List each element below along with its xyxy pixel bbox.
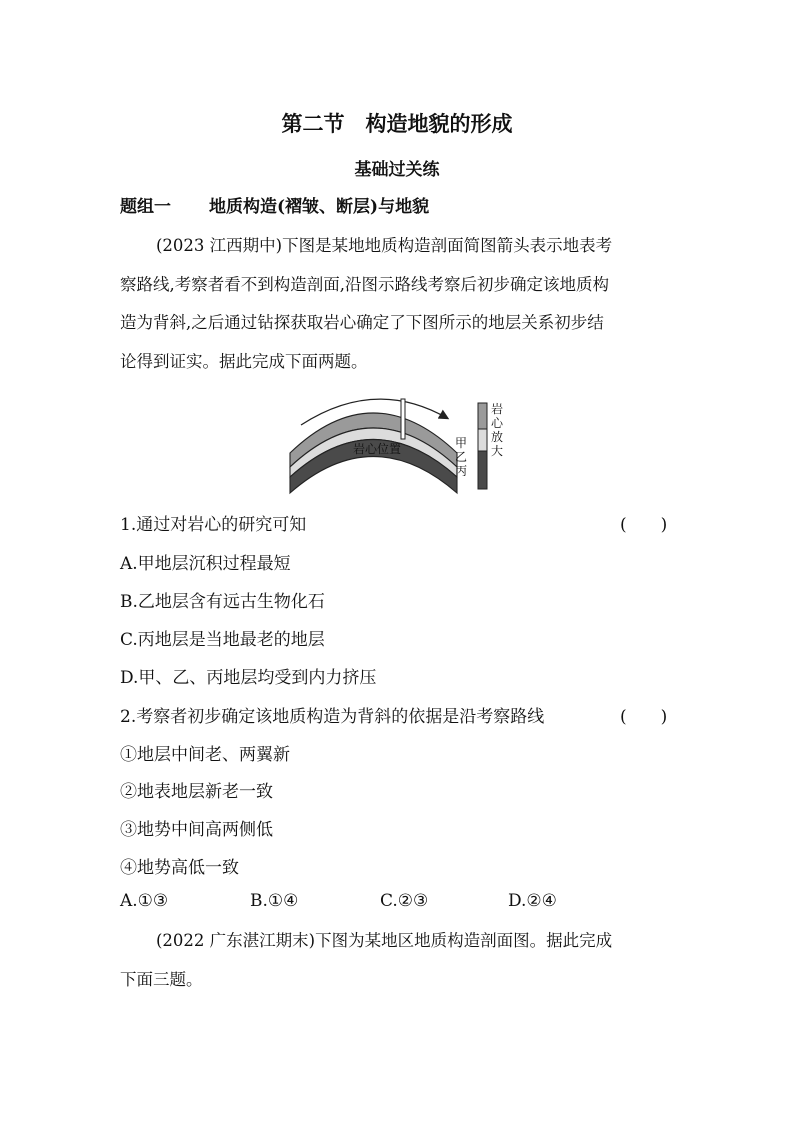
core-position-marker	[401, 399, 405, 439]
intro-line: 论得到证实。据此完成下面两题。	[120, 351, 368, 371]
question-1-option-d[interactable]: D.甲、乙、丙地层均受到内力挤压	[120, 668, 377, 688]
core-zoom-bing	[478, 451, 487, 489]
intro-paragraph-2	[120, 922, 680, 999]
question-2-option-c[interactable]: C.②③	[380, 891, 429, 911]
question-2-statement: ③地势中间高两侧低	[120, 820, 273, 840]
intro-line: (2022 广东湛江期末)下图为某地区地质构造剖面图。据此完成	[156, 931, 613, 950]
layer-label-bing: 丙	[455, 464, 468, 478]
question-2-option-a[interactable]: A.①③	[120, 891, 169, 911]
intro-line: 下面三题。	[120, 969, 203, 989]
question-1-option-c[interactable]: C.丙地层是当地最老的地层	[120, 630, 325, 650]
question-1-stem: 1.通过对岩心的研究可知	[120, 515, 307, 535]
layer-label-yi: 乙	[455, 450, 468, 464]
question-2-stem: 2.考察者初步确定该地质构造为背斜的依据是沿考察路线	[120, 707, 545, 727]
core-zoom-yi	[478, 429, 487, 451]
intro-line: 造为背斜,之后通过钻探获取岩心确定了下图所示的地层关系初步结	[120, 313, 604, 332]
intro-paragraph-1	[120, 227, 680, 381]
intro-line: 察路线,考察者看不到构造剖面,沿图示路线考察后初步确定该地质构	[120, 274, 609, 294]
layer-label-jia: 甲	[455, 436, 468, 450]
question-2-option-d[interactable]: D.②④	[508, 891, 557, 911]
question-2-statement: ④地势高低一致	[120, 858, 239, 878]
group-label: 题组一	[120, 197, 171, 217]
practice-title: 基础过关练	[354, 160, 440, 180]
core-zoom-label	[491, 401, 504, 458]
question-2-option-b[interactable]: B.①④	[250, 891, 299, 911]
intro-line: (2023 江西期中)下图是某地地质构造剖面简图箭头表示地表考	[156, 236, 613, 255]
core-position-label: 岩心位置	[353, 442, 402, 456]
question-1-option-a[interactable]: A.甲地层沉积过程最短	[120, 554, 291, 574]
svg-text:岩心放大: 岩心放大	[490, 402, 504, 458]
group-topic: 地质构造(褶皱、断层)与地貌	[209, 197, 430, 217]
anticline-cross-section-figure	[285, 385, 510, 495]
question-2-statement: ②地表地层新老一致	[120, 782, 273, 802]
question-1-answer-bracket: ( )	[620, 515, 668, 535]
question-2-answer-bracket: ( )	[620, 707, 668, 727]
section-title: 第二节 构造地貌的形成	[281, 111, 513, 136]
question-1-option-b[interactable]: B.乙地层含有远古生物化石	[120, 592, 325, 612]
question-group-heading	[120, 192, 429, 217]
core-zoom-jia	[478, 403, 487, 429]
question-2-statement: ①地层中间老、两翼新	[120, 745, 290, 765]
